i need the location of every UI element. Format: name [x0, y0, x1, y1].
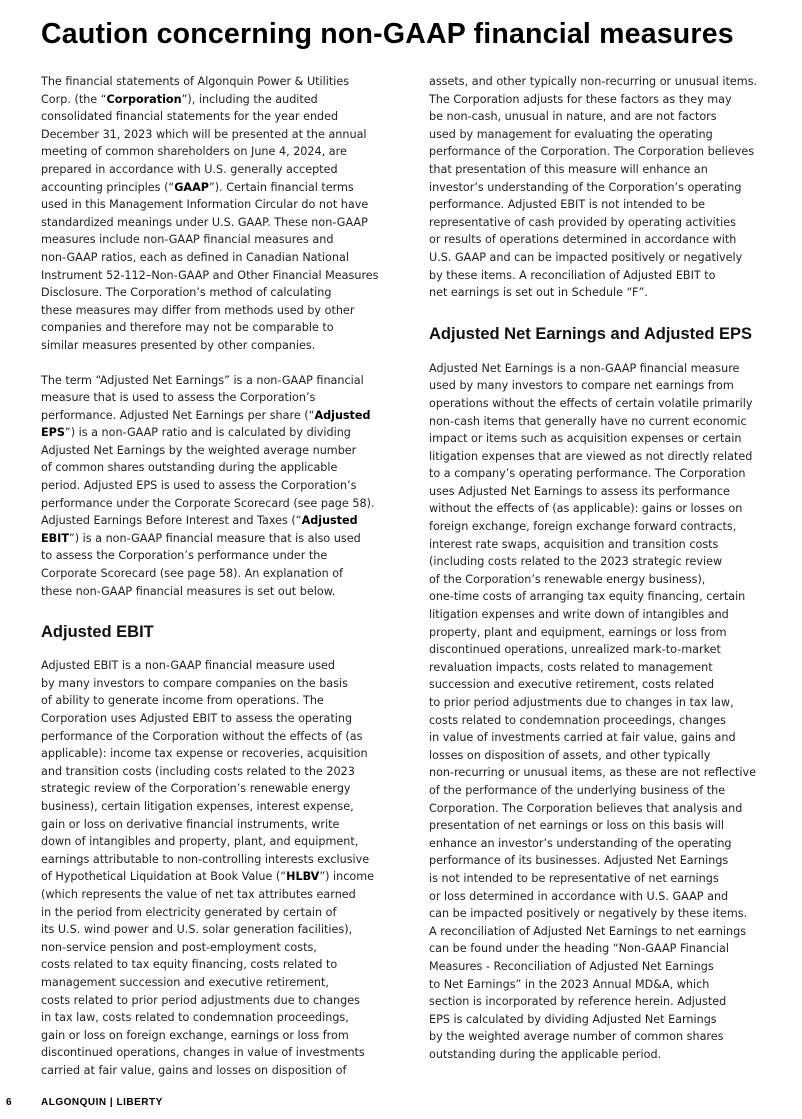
text-line: impact or items such as acquisition expenses or certain: [429, 432, 742, 446]
text-line: Adjusted Net Earnings by the weighted average number: [41, 443, 357, 457]
text-line: Corp. (the “Corporation”), including the audited: [41, 92, 318, 106]
text-line: The financial statements of Algonquin Power & Utilities: [41, 75, 350, 88]
paragraph: [41, 657, 391, 1079]
text-line: by many investors to compare companies on the basis: [41, 676, 348, 690]
text-line: December 31, 2023 which will be presented at the annual: [41, 127, 367, 141]
text-line: down of intangibles and property, plant, and equipment,: [41, 835, 359, 849]
text-line: can be impacted positively or negatively by these items.: [429, 907, 748, 921]
text-line: meeting of common shareholders on June 4, 2024, are: [41, 145, 347, 159]
text-line: enhance an investor’s understanding of the operating: [429, 836, 732, 850]
text-line: its U.S. wind power and U.S. solar generation facilities),: [41, 923, 353, 937]
text-line: measure that is used to assess the Corporation’s: [41, 391, 316, 405]
text-line: assets, and other typically non-recurring or unusual items.: [429, 75, 758, 88]
defined-term: EBIT: [41, 531, 69, 545]
left-column: [41, 73, 391, 1079]
text-line: costs related to tax equity financing, costs related to: [41, 958, 338, 972]
text-line: business), certain litigation expenses, interest expense,: [41, 799, 354, 813]
text-line: Measures - Reconciliation of Adjusted Net Earnings: [429, 959, 714, 973]
text-line: presentation of net earnings or loss on this basis will: [429, 819, 724, 833]
right-column: [429, 73, 779, 1063]
paragraph: [41, 372, 391, 601]
text-line: (which represents the value of net tax attributes earned: [41, 887, 356, 901]
text-line: Corporation. The Corporation believes that analysis and: [429, 801, 743, 815]
text-line: of common shares outstanding during the applicable: [41, 461, 338, 475]
text-line: or loss determined in accordance with U.S. GAAP and: [429, 889, 729, 903]
text-line: to a company’s operating performance. The Corporation: [429, 467, 746, 481]
page-footer: [0, 1094, 802, 1114]
text-line: of Hypothetical Liquidation at Book Value (“HLBV”) income: [41, 870, 375, 884]
text-line: costs related to prior period adjustments due to changes: [41, 993, 360, 1007]
text-line: performance of the Corporation. The Corporation believes: [429, 145, 755, 159]
text-line: by the weighted average number of common shares: [429, 1030, 724, 1044]
text-line: used by management for evaluating the operating: [429, 127, 713, 141]
text-line: applicable): income tax expense or recoveries, acquisition: [41, 747, 368, 761]
text-line: representative of cash provided by operating activities: [429, 215, 736, 229]
text-line: these measures may differ from methods used by other: [41, 303, 355, 317]
text-line: EPS”) is a non-GAAP ratio and is calculated by dividing: [41, 426, 351, 440]
defined-term: Corporation: [106, 92, 182, 106]
text-line: non-cash items that generally have no current economic: [429, 414, 747, 428]
text-line: that presentation of this measure will enhance an: [429, 162, 708, 176]
text-line: gain or loss on derivative financial instruments, write: [41, 817, 340, 831]
text-line: without the effects of (as applicable): gains or losses on: [429, 502, 743, 516]
text-line: performance. Adjusted EBIT is not intended to be: [429, 198, 706, 212]
text-line: can be found under the heading “Non-GAAP Financial: [429, 942, 729, 956]
text-line: and transition costs (including costs related to the 2023: [41, 764, 355, 778]
paragraph: [41, 73, 391, 355]
text-line: revaluation impacts, costs related to management: [429, 660, 713, 674]
text-line: in value of investments carried at fair value, gains and: [429, 731, 736, 745]
brand-logo-text: ALGONQUIN | LIBERTY: [41, 1097, 163, 1108]
text-line: Adjusted EBIT is a non-GAAP financial measure used: [41, 659, 336, 673]
text-line: period. Adjusted EPS is used to assess the Corporation’s: [41, 479, 357, 493]
text-line: one-time costs of arranging tax equity financing, certain: [429, 590, 746, 604]
text-line: is not intended to be representative of net earnings: [429, 871, 719, 885]
text-line: or results of operations determined in accordance with: [429, 233, 737, 247]
text-line: EBIT”) is a non-GAAP financial measure that is also used: [41, 531, 361, 545]
text-line: measures include non-GAAP financial measures and: [41, 233, 334, 247]
text-line: investor’s understanding of the Corporation’s operating: [429, 180, 742, 194]
paragraph: [429, 360, 779, 1064]
defined-term: HLBV: [286, 870, 320, 884]
text-line: U.S. GAAP and can be impacted positively or negatively: [429, 250, 743, 264]
text-line: carried at fair value, gains and losses on disposition of: [41, 1063, 347, 1077]
text-line: succession and executive retirement, costs related: [429, 678, 715, 692]
text-line: non-GAAP ratios, each as defined in Canadian National: [41, 250, 349, 264]
page-title: Caution concerning non-GAAP financial measures: [41, 18, 734, 50]
text-line: in tax law, costs related to condemnation proceedings,: [41, 1011, 349, 1025]
text-line: Corporation uses Adjusted EBIT to assess the operating: [41, 712, 353, 725]
text-line: by these items. A reconciliation of Adjusted EBIT to: [429, 268, 716, 282]
text-line: Adjusted Net Earnings is a non-GAAP financial measure: [429, 361, 740, 375]
text-line: strategic review of the Corporation’s renewable energy: [41, 782, 351, 796]
text-line: property, plant and equipment, earnings or loss from: [429, 625, 727, 639]
text-line: standardized meanings under U.S. GAAP. These non-GAAP: [41, 215, 368, 229]
text-line: discontinued operations, changes in value of investments: [41, 1046, 365, 1060]
page-number: 6: [6, 1097, 12, 1108]
text-line: A reconciliation of Adjusted Net Earnings to net earnings: [429, 924, 747, 938]
text-line: operations without the effects of certain volatile primarily: [429, 396, 753, 410]
text-line: litigation expenses that are viewed as not directly related: [429, 449, 753, 463]
text-line: these non-GAAP financial measures is set out below.: [41, 584, 336, 598]
text-line: Disclosure. The Corporation’s method of calculating: [41, 286, 332, 300]
text-line: non-service pension and post-employment costs,: [41, 940, 317, 954]
text-line: The term “Adjusted Net Earnings” is a non-GAAP financial: [41, 373, 364, 387]
defined-term: Adjusted: [301, 514, 358, 528]
defined-term: EPS: [41, 426, 65, 440]
defined-term: GAAP: [174, 180, 209, 194]
text-line: performance under the Corporate Scorecard (see page 58).: [41, 496, 375, 510]
text-line: performance of its businesses. Adjusted Net Earnings: [429, 854, 729, 868]
text-line: The Corporation adjusts for these factors as they may: [429, 92, 732, 106]
text-line: consolidated financial statements for the year ended: [41, 110, 339, 124]
text-line: in the period from electricity generated by certain of: [41, 905, 337, 919]
paragraph: [429, 73, 779, 302]
text-line: (including costs related to the 2023 strategic review: [429, 555, 723, 569]
text-line: section is incorporated by reference herein. Adjusted: [429, 995, 727, 1009]
text-line: of the Corporation’s renewable energy business),: [429, 572, 706, 586]
text-line: non-recurring or unusual items, as these are not reflective: [429, 766, 757, 780]
text-line: used in this Management Information Circular do not have: [41, 198, 369, 212]
text-line: prepared in accordance with U.S. generally accepted: [41, 162, 338, 176]
defined-term: Adjusted: [314, 408, 371, 422]
text-line: foreign exchange, foreign exchange forward contracts,: [429, 520, 737, 534]
text-line: earnings attributable to non-controlling interests exclusive: [41, 852, 370, 866]
text-line: Instrument 52-112–Non-GAAP and Other Financial Measures: [41, 268, 379, 282]
text-line: accounting principles (“GAAP”). Certain financial terms: [41, 180, 354, 194]
text-line: used by many investors to compare net earnings from: [429, 379, 734, 393]
section-heading-adjusted-net-earnings-eps: Adjusted Net Earnings and Adjusted EPS: [429, 324, 753, 343]
text-line: costs related to condemnation proceedings, changes: [429, 713, 726, 727]
text-line: of ability to generate income from operations. The: [41, 694, 324, 708]
text-line: performance of the Corporation without the effects of (as: [41, 729, 363, 743]
text-line: losses on disposition of assets, and other typically: [429, 748, 711, 762]
text-line: net earnings is set out in Schedule “F”.: [429, 286, 648, 300]
section-heading-adjusted-ebit: Adjusted EBIT: [41, 623, 154, 642]
text-line: similar measures presented by other companies.: [41, 338, 316, 352]
text-line: Adjusted Earnings Before Interest and Taxes (“Adjusted: [41, 514, 358, 528]
text-line: litigation expenses and write down of intangibles and: [429, 608, 729, 622]
text-line: to prior period adjustments due to changes in tax law,: [429, 696, 734, 709]
text-line: management succession and executive retirement,: [41, 975, 329, 989]
text-line: performance. Adjusted Net Earnings per share (“Adjusted: [41, 408, 371, 422]
text-line: be non-cash, unusual in nature, and are not factors: [429, 110, 717, 124]
text-line: of the performance of the underlying business of the: [429, 783, 726, 797]
text-line: to assess the Corporation’s performance under the: [41, 549, 328, 563]
text-line: uses Adjusted Net Earnings to assess its performance: [429, 484, 730, 498]
text-line: interest rate swaps, acquisition and transition costs: [429, 537, 719, 551]
text-line: EPS is calculated by dividing Adjusted Net Earnings: [429, 1012, 717, 1026]
text-line: companies and therefore may not be comparable to: [41, 321, 334, 335]
text-line: to Net Earnings” in the 2023 Annual MD&A, which: [429, 977, 710, 991]
text-line: Corporate Scorecard (see page 58). An explanation of: [41, 567, 343, 581]
text-line: gain or loss on foreign exchange, earnings or loss from: [41, 1028, 349, 1042]
text-line: outstanding during the applicable period.: [429, 1047, 662, 1061]
text-line: discontinued operations, unrealized mark-to-market: [429, 643, 721, 657]
